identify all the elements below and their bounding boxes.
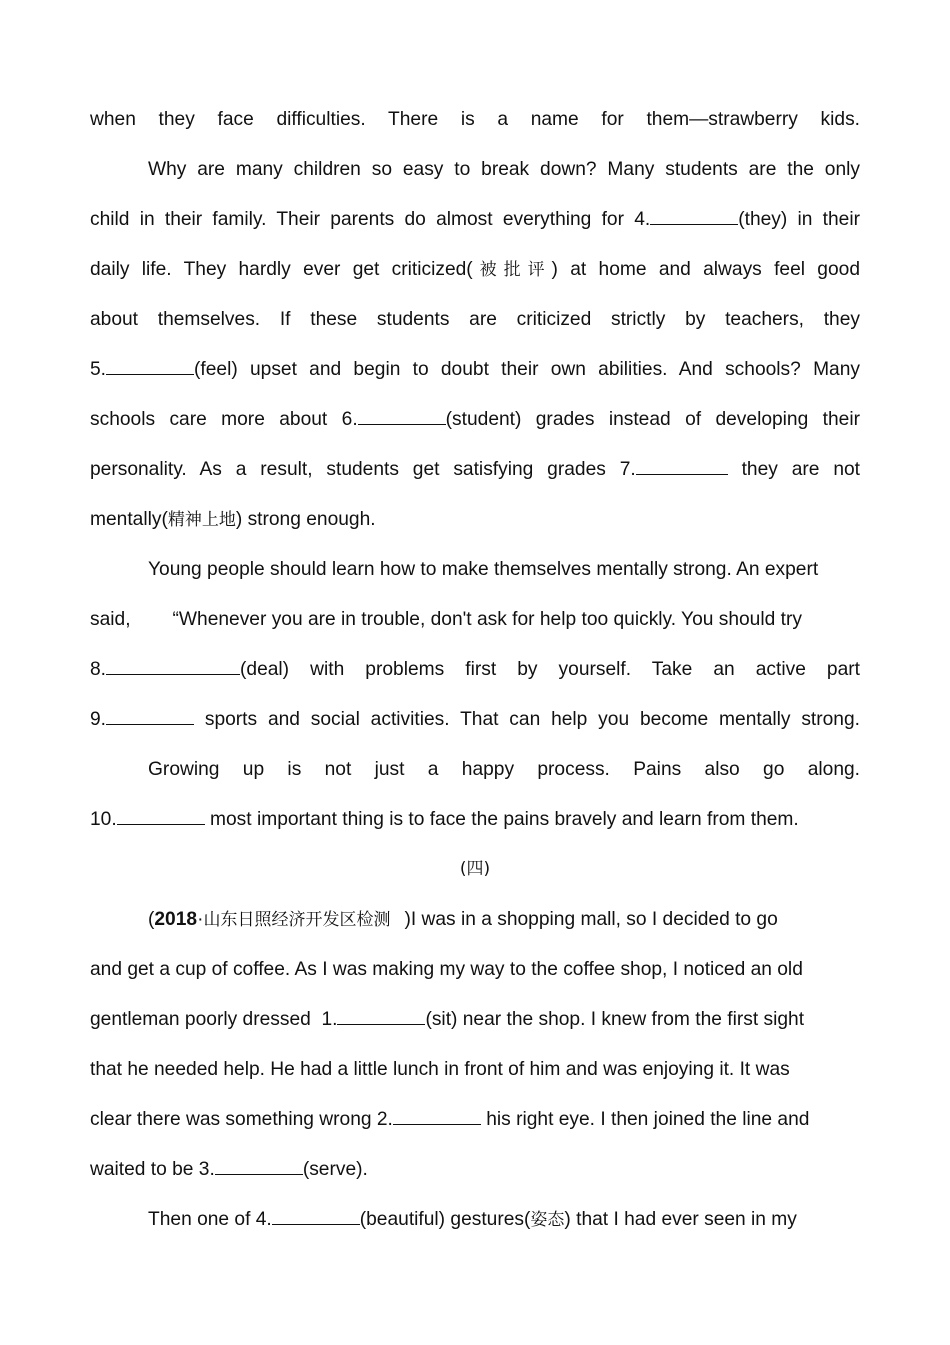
chinese-gloss: 被批评 <box>472 260 552 280</box>
text-span: (they) in their <box>738 209 861 230</box>
text-span: mentally( <box>90 509 168 530</box>
text-span: personality. As a result, students get satisfying grades 7. <box>90 459 636 480</box>
text-span: I was in a shopping mall, so I decided to go <box>410 909 778 930</box>
text-span: (serve). <box>302 1159 368 1180</box>
text-line <box>90 408 860 432</box>
source-label: 山东日照经济开发区检测 <box>203 910 391 930</box>
text-span: waited to be 3. <box>90 1159 215 1180</box>
text-span: his right eye. I then joined the line and <box>486 1109 810 1130</box>
text-span: gentleman poorly dressed 1. <box>90 1009 338 1030</box>
text-span: clear there was something wrong 2. <box>90 1109 393 1130</box>
text-span: ) that I had ever seen in my <box>564 1209 797 1230</box>
text-line <box>148 558 883 582</box>
text-span: 8. <box>90 659 107 680</box>
text-line <box>90 658 860 682</box>
text-line <box>90 1058 860 1082</box>
heading-text: (四) <box>459 859 491 879</box>
answer-blank-4[interactable] <box>650 208 738 225</box>
text-line <box>148 158 860 182</box>
text-span: (deal) with problems first by yourself. Take an active part <box>240 659 860 680</box>
text-span: ) <box>404 909 411 930</box>
text-line <box>90 1108 860 1132</box>
text-line <box>90 258 860 282</box>
text-line <box>90 358 860 382</box>
text-span: ) at home and always feel good <box>551 259 860 280</box>
text-line <box>90 708 860 732</box>
text-span: (feel) upset and begin to doubt their own abilities. And schools? Many <box>194 359 860 380</box>
answer-blank-5[interactable] <box>106 358 194 375</box>
chinese-gloss: 精神上地 <box>167 510 236 530</box>
text-span: sports and social activities. That can help you become mentally strong. <box>204 709 860 730</box>
answer-blank-9[interactable] <box>106 708 194 725</box>
text-span: ) strong enough. <box>235 509 376 530</box>
text-line <box>148 1208 860 1232</box>
text-line <box>90 1008 860 1032</box>
text-line <box>90 1158 860 1182</box>
text-line <box>90 508 860 532</box>
text-span: 9. <box>90 709 107 730</box>
text-span: Why are many children so easy to break down? Many students are the only <box>148 159 860 180</box>
answer-blank-p4-2[interactable] <box>393 1108 481 1125</box>
text-line <box>148 908 860 932</box>
answer-blank-8[interactable] <box>106 658 240 675</box>
text-span: Growing up is not just a happy process. Pains also go along. <box>148 759 860 780</box>
text-span: daily life. They hardly ever get criticized( <box>90 259 473 280</box>
answer-blank-7[interactable] <box>636 458 728 475</box>
answer-blank-10[interactable] <box>117 808 205 825</box>
text-span: said, <box>90 609 131 630</box>
answer-blank-6[interactable] <box>358 408 446 425</box>
text-span: (beautiful) gestures( <box>359 1209 531 1230</box>
text-line <box>90 308 860 332</box>
answer-blank-p4-1[interactable] <box>337 1008 425 1025</box>
section-heading <box>0 857 950 881</box>
text-line <box>90 208 860 232</box>
text-span: child in their family. Their parents do almost everything for 4. <box>90 209 651 230</box>
text-line <box>90 458 860 482</box>
text-span: they are not <box>741 459 860 480</box>
text-span: ( <box>148 909 155 930</box>
text-line <box>90 958 870 982</box>
text-span: when they face difficulties. There is a name for them—strawberry kids. <box>90 109 860 130</box>
text-span: most important thing is to face the pains bravely and learn from them. <box>210 809 799 830</box>
text-line <box>90 608 860 632</box>
answer-blank-p4-3[interactable] <box>215 1158 303 1175</box>
text-span: (student) grades instead of developing their <box>445 409 860 430</box>
open-quote: “ <box>172 609 179 630</box>
text-line <box>90 808 860 832</box>
chinese-gloss: 姿态 <box>530 1210 565 1230</box>
text-span: Then one of 4. <box>148 1209 272 1230</box>
answer-blank-p4-4[interactable] <box>272 1208 360 1225</box>
text-span: 10. <box>90 809 117 830</box>
source-year: 2018 <box>154 909 198 930</box>
text-span: schools care more about 6. <box>90 409 358 430</box>
text-span: Whenever you are in trouble, don't ask for help too quickly. You should try <box>178 609 802 630</box>
text-span: that he needed help. He had a little lunch in front of him and was enjoying it. It was <box>90 1059 790 1080</box>
text-span: about themselves. If these students are criticized strictly by teachers, they <box>90 309 860 330</box>
text-span: Young people should learn how to make themselves mentally strong. An expert <box>148 559 819 580</box>
text-span: and get a cup of coffee. As I was making my way to the coffee shop, I noticed an old <box>90 959 803 980</box>
text-line <box>90 108 860 132</box>
text-span: (sit) near the shop. I knew from the first sight <box>425 1009 805 1030</box>
text-line <box>148 758 860 782</box>
text-span: 5. <box>90 359 107 380</box>
text-span: · <box>197 909 204 930</box>
